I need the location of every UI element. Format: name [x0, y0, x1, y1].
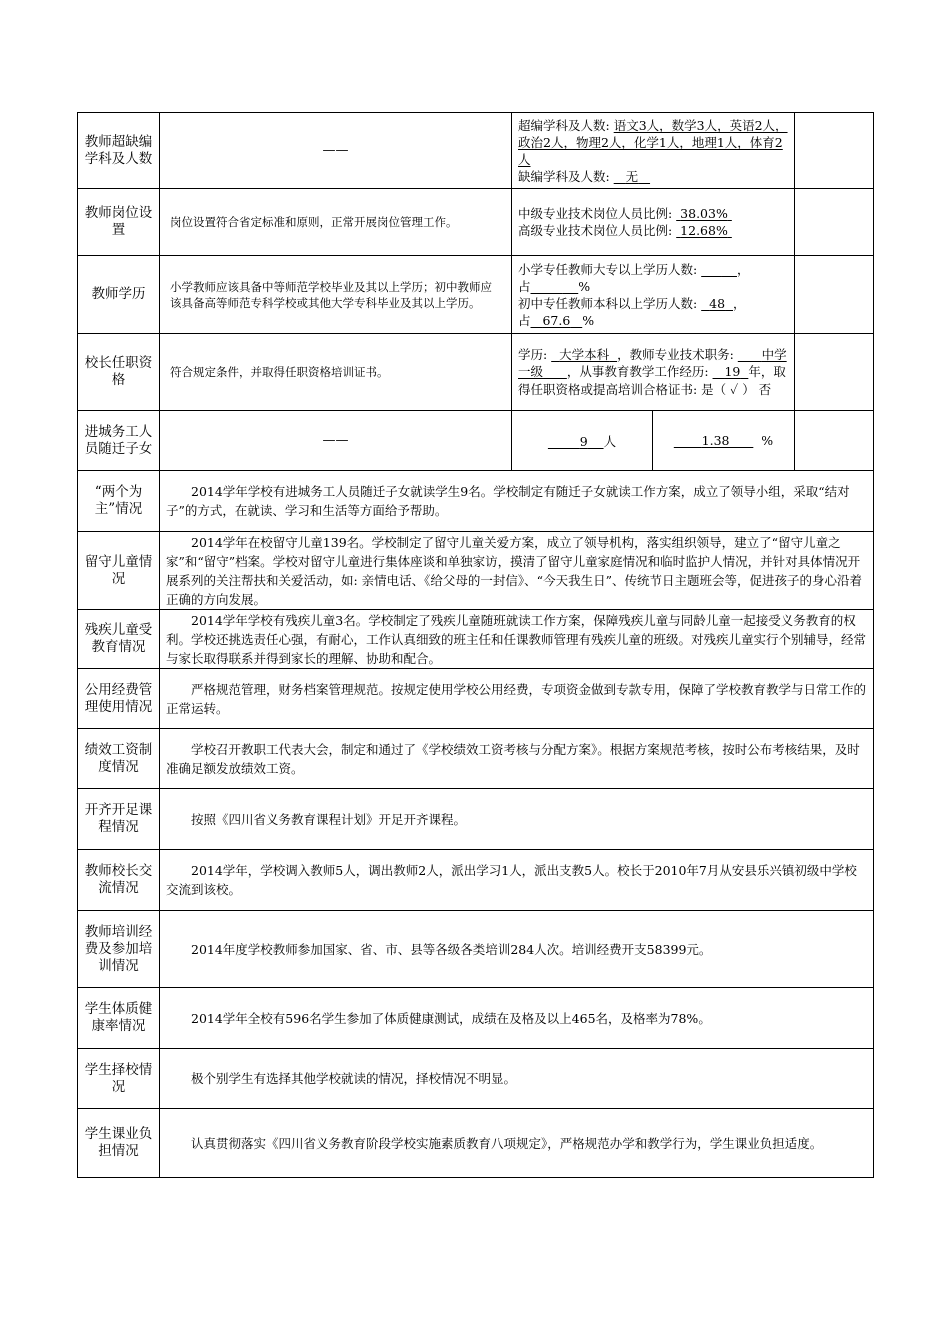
- table-row: [78, 610, 874, 669]
- standard-cell: 岗位设置符合省定标准和原则，正常开展岗位管理工作。: [160, 189, 512, 256]
- table-row: [78, 256, 874, 334]
- table-row: [78, 411, 874, 471]
- row-label: 教师岗位设置: [78, 189, 160, 256]
- primary-degree-percent: [531, 279, 579, 294]
- row-label: 留守儿童情况: [78, 532, 160, 610]
- understaffed-subjects: 无: [625, 168, 639, 184]
- row-label: 教师超缺编学科及人数: [78, 113, 160, 189]
- row-label: 残疾儿童受教育情况: [78, 610, 160, 669]
- row-label: 绩效工资制度情况: [78, 729, 160, 789]
- description-cell: 2014学年学校有残疾儿童3名。学校制定了残疾儿童随班就读工作方案，保障残疾儿童与同龄儿童一起接受义务教育的权利。学校还挑选责任心强，有耐心，工作认真细致的班主任和任课教师管理有残疾儿童的班级。对残疾儿童实行个别辅导，经常与家长取得联系并得到家长的理解、协助和配合。: [160, 610, 874, 669]
- row-label: 教师校长交流情况: [78, 850, 160, 911]
- description-cell: 认真贯彻落实《四川省义务教育阶段学校实施素质教育八项规定》，严格规范办学和教学行为，学生课业负担适度。: [160, 1109, 874, 1178]
- primary-degree-count: [701, 262, 737, 277]
- principal-title: 中学一级: [518, 346, 787, 380]
- empty-cell: [795, 256, 874, 334]
- table-row: [78, 189, 874, 256]
- row-label: 公用经费管理使用情况: [78, 669, 160, 729]
- row-label: 学生择校情况: [78, 1049, 160, 1109]
- school-report-table: [77, 112, 874, 1178]
- principal-education: 大学本科: [559, 346, 610, 362]
- empty-cell: [795, 189, 874, 256]
- empty-cell: [795, 113, 874, 189]
- standard-cell: 小学教师应该具备中等师范学校毕业及其以上学历；初中教师应该具备高等师范专科学校或其他大学专科毕业及其以上学历。: [160, 256, 512, 334]
- table-row: [78, 789, 874, 850]
- row-label: 教师培训经费及参加培训情况: [78, 911, 160, 988]
- principal-experience: 19: [724, 364, 741, 380]
- table-row: [78, 729, 874, 789]
- description-cell: 2014学年在校留守儿童139名。学校制定了留守儿童关爱方案，成立了领导机构，落实组织领导，建立了“留守儿童之家”和“留守”档案。学校对留守儿童进行集体座谈和单独家访，摸清了留守儿童家庭情况和临时监护人情况，并针对具体情况开展系列的关注帮扶和关爱活动，如: 亲情电话、《给父母的一封信》、“今天我生日”、传统节日主题班会等，促进孩子的身心沿着正确的方向发展。: [160, 532, 874, 610]
- table-row: [78, 532, 874, 610]
- table-row: [78, 988, 874, 1049]
- row-label: 学生体质健康率情况: [78, 988, 160, 1049]
- description-cell: 极个别学生有选择其他学校就读的情况，择校情况不明显。: [160, 1049, 874, 1109]
- standard-cell: ——: [160, 113, 512, 189]
- row-label: 学生课业负担情况: [78, 1109, 160, 1178]
- empty-cell: [795, 334, 874, 411]
- description-cell: 严格规范管理，财务档案管理规范。按规定使用学校公用经费，专项资金做到专款专用，保障了学校教育教学与日常工作的正常运转。: [160, 669, 874, 729]
- description-cell: 学校召开教职工代表大会，制定和通过了《学校绩效工资考核与分配方案》。根据方案规范考核，按时公布考核结果，及时准确足额发放绩效工资。: [160, 729, 874, 789]
- table-row: [78, 113, 874, 189]
- info-cell: 超编学科及人数: 语文3人，数学3人，英语2人，政治2人，物理2人，化学1人，地理1人，体育2人 缺编学科及人数: 无: [512, 113, 795, 189]
- table-row: [78, 1109, 874, 1178]
- row-label: 开齐开足课程情况: [78, 789, 160, 850]
- senior-level-ratio: 12.68%: [680, 223, 728, 238]
- standard-cell: ——: [160, 411, 512, 471]
- table-row: [78, 471, 874, 532]
- description-cell: 2014学年，学校调入教师5人，调出教师2人，派出学习1人，派出支教5人。校长于2010年7月从安县乐兴镇初级中学校交流到该校。: [160, 850, 874, 911]
- table-row: [78, 669, 874, 729]
- info-cell: 中级专业技术岗位人员比例: 38.03% 高级专业技术岗位人员比例: 12.68%: [512, 189, 795, 256]
- migrant-children-percent: 1.38 %: [653, 411, 795, 471]
- overstaffed-subjects: 语文3人，数学3人，英语2人，政治2人，物理2人，化学1人，地理1人，体育2人: [518, 117, 788, 167]
- description-cell: 2014学年学校有进城务工人员随迁子女就读学生9名。学校制定有随迁子女就读工作方案，成立了领导小组，采取“结对子”的方式，在就读、学习和生活等方面给予帮助。: [160, 471, 874, 532]
- table-row: [78, 334, 874, 411]
- info-cell: 小学专任教师大专以上学历人数: ，占 % 初中专任教师本科以上学历人数: 48 ，占 67.6 %: [512, 256, 795, 334]
- row-label: “两个为主”情况: [78, 471, 160, 532]
- table-row: [78, 1049, 874, 1109]
- standard-cell: 符合规定条件，并取得任职资格培训证书。: [160, 334, 512, 411]
- row-label: 校长任职资格: [78, 334, 160, 411]
- info-cell: 学历: 大学本科 ，教师专业技术职务: 中学一级 ，从事教育教学工作经历: 19 年，取得任职资格或提高培训合格证书: 是（ ✓ ） 否: [512, 334, 795, 411]
- table-row: [78, 850, 874, 911]
- description-cell: 2014学年全校有596名学生参加了体质健康测试，成绩在及格及以上465名，及格率为78%。: [160, 988, 874, 1049]
- junior-degree-count: 48: [709, 295, 726, 311]
- table-row: [78, 911, 874, 988]
- row-label: 进城务工人员随迁子女: [78, 411, 160, 471]
- description-cell: 按照《四川省义务教育课程计划》开足开齐课程。: [160, 789, 874, 850]
- report-table-container: [77, 112, 873, 1177]
- mid-level-ratio: 38.03%: [680, 206, 728, 221]
- row-label: 教师学历: [78, 256, 160, 334]
- junior-degree-percent: 67.6: [542, 312, 571, 328]
- empty-cell: [795, 411, 874, 471]
- description-cell: 2014年度学校教师参加国家、省、市、县等各级各类培训284人次。培训经费开支58399元。: [160, 911, 874, 988]
- migrant-children-count: 9 人: [512, 411, 653, 471]
